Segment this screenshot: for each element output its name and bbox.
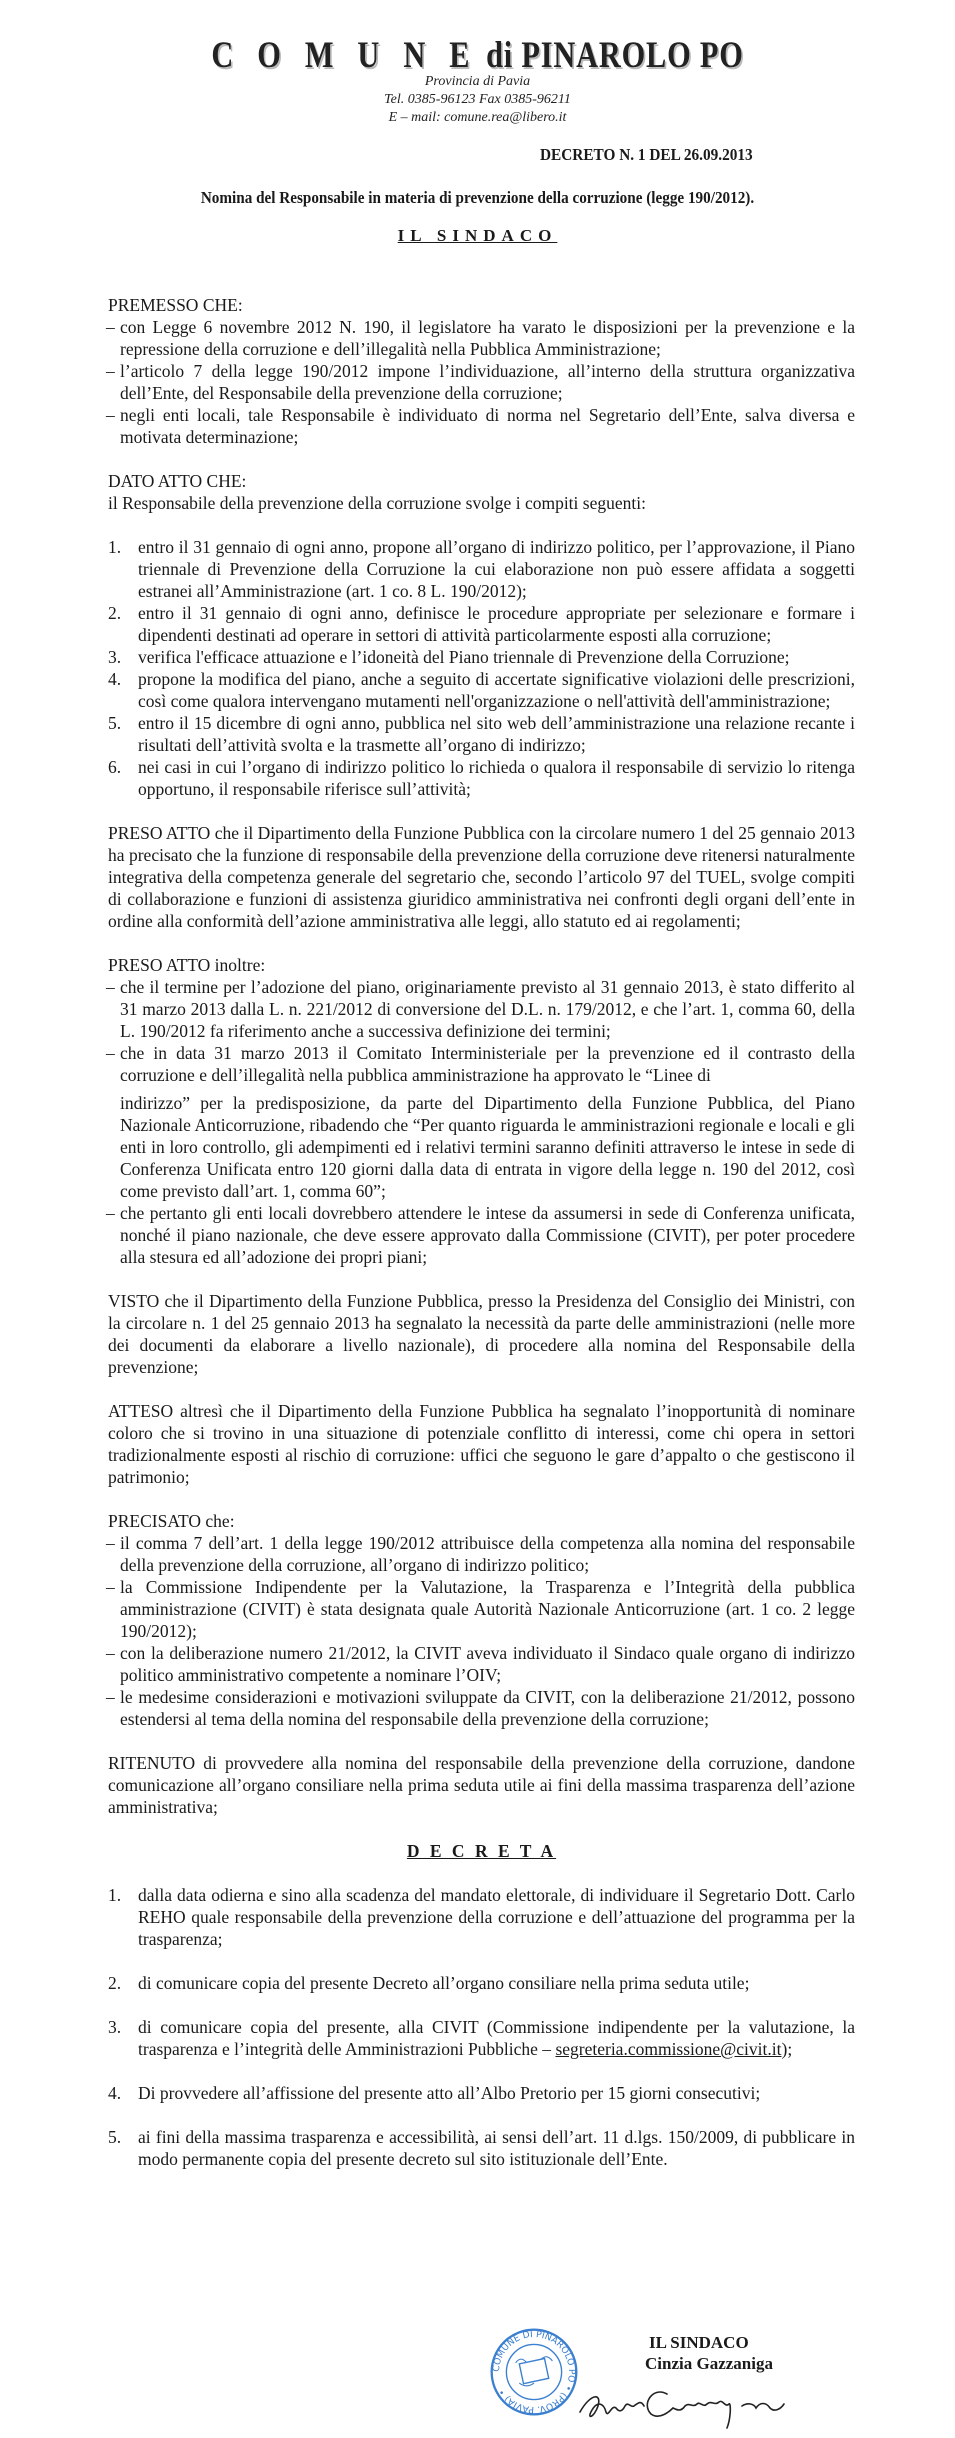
- list-item: [108, 1642, 855, 1686]
- list-item: [108, 1202, 855, 1268]
- decree-subject: Nomina del Responsabile in materia di prevenzione della corruzione (legge 190/2012).: [200, 188, 755, 207]
- list-item: [108, 756, 855, 800]
- list-item: [108, 1532, 855, 1576]
- item-text: che pertanto gli enti locali dovrebbero attendere le intese da assumersi in sede di Conferenza unificata, nonché il piano nazionale, che deve essere approvato dalla Commissione (CIVIT), per poter procedere alla stesura ed all’adozione dei propri piani;: [120, 1203, 855, 1267]
- ritenuto-paragraph: RITENUTO di provvedere alla nomina del responsabile della prevenzione della corruzione, dandone comunicazione all’organo consiliare nella prima seduta utile ai fini della massima trasparenza dell’azione amministrativa;: [108, 1753, 855, 1817]
- item-text: indirizzo” per la predisposizione, da parte del Dipartimento della Funzione Pubblica, del Piano Nazionale Anticorruzione, ribadendo che “Per quanto riguarda le amministrazioni regionale e locali e gli enti in loro controllo, gli adempimenti ed i relativi termini saranno definiti attraverso le intese in sede di Conferenza Unificata entro 120 giorni dalla data di entrata in vigore della legge n. 190 del 2012, così come previsto dall’art. 1, comma 60”;: [120, 1093, 855, 1201]
- dash-marker: –: [106, 317, 115, 337]
- stamp-text: COMUNE DI PINAROLO PO • (PROV. PAVIA) •: [490, 2329, 577, 2416]
- issuer-heading: [0, 226, 955, 246]
- item-text: negli enti locali, tale Responsabile è individuato di norma nel Segretario dell’Ente, salva diversa e motivata determinazione;: [120, 405, 855, 447]
- item-text: che in data 31 marzo 2013 il Comitato Interministeriale per la prevenzione ed il contrasto della corruzione e dell’illegalità nella pubblica amministrazione ha approvato le “Linee di: [120, 1043, 855, 1085]
- signatory-title: IL SINDACO: [649, 2333, 749, 2352]
- list-item: [108, 2082, 855, 2104]
- decreta-heading: [108, 1840, 855, 1862]
- dash-marker: –: [106, 405, 115, 425]
- item-text: con Legge 6 novembre 2012 N. 190, il legislatore ha varato le disposizioni per la prevenzione e la repressione della corruzione e dell’illegalità nella Pubblica Amministrazione;: [120, 317, 855, 359]
- number-marker: 2.: [108, 603, 122, 623]
- title-name: di PINAROLO PO: [486, 35, 744, 76]
- item-text: di comunicare copia del presente, alla CIVIT (Commissione indipendente per la valutazione, la trasparenza e l’integrità delle Amministrazioni Pubbliche –: [138, 2017, 855, 2059]
- number-marker: 3.: [108, 2017, 122, 2037]
- list-item: [108, 1042, 855, 1086]
- item-text: propone la modifica del piano, anche a seguito di accertate significative violazioni delle prescrizioni, così come qualora intervengano mutamenti nell'organizzazione o nell'attività dell'amministrazione;: [138, 669, 855, 711]
- civit-email-link[interactable]: segreteria.commissione@civit.it: [555, 2039, 782, 2059]
- list-item-continuation: [108, 1092, 855, 1202]
- dato-atto-intro: il Responsabile della prevenzione della corruzione svolge i compiti seguenti:: [108, 493, 646, 513]
- body-text: [108, 294, 855, 2170]
- list-item: [108, 1884, 855, 1950]
- signatory-name: Cinzia Gazzaniga: [645, 2354, 773, 2373]
- municipal-stamp-icon: [488, 2326, 580, 2418]
- list-item: [108, 646, 855, 668]
- number-marker: 4.: [108, 2083, 122, 2103]
- decree-number: DECRETO N. 1 DEL 26.09.2013: [540, 145, 753, 164]
- premesso-section: [108, 294, 855, 448]
- preso-atto-paragraph: PRESO ATTO che il Dipartimento della Funzione Pubblica con la circolare numero 1 del 25 gennaio 2013 ha precisato che la funzione di responsabile della prevenzione della corruzione deve ritenersi naturalmente integrativa della competenza generale del segretario che, secondo l’articolo 97 del TUEL, svolge compiti di collaborazione e funzioni di assistenza giuridico amministrativa nei confronti degli organi dell’ente in ordine alla conformità dell’azione amministrativa alle leggi, allo statuto ed ai regolamenti;: [108, 823, 855, 931]
- list-item: [108, 360, 855, 404]
- handwritten-signature-icon: [572, 2372, 872, 2432]
- item-text: Di provvedere all’affissione del presente atto all’Albo Pretorio per 15 giorni consecutivi;: [138, 2083, 761, 2103]
- number-marker: 3.: [108, 647, 122, 667]
- dash-marker: –: [106, 1203, 115, 1223]
- precisato-lead: PRECISATO che:: [108, 1511, 235, 1531]
- number-marker: 5.: [108, 2127, 122, 2147]
- list-item: [108, 2126, 855, 2170]
- item-text: entro il 31 gennaio di ogni anno, definisce le procedure appropriate per selezionare e formare i dipendenti destinati ad operare in settori di attività particolarmente esposti alla corruzione;: [138, 603, 855, 645]
- number-marker: 2.: [108, 1973, 122, 1993]
- signature-block: [645, 2332, 773, 2374]
- dato-atto-section: [108, 470, 855, 800]
- premesso-lead: PREMESSO CHE:: [108, 295, 243, 315]
- item-text: verifica l'efficace attuazione e l’idoneità del Piano triennale di Prevenzione della Corruzione;: [138, 647, 790, 667]
- email: E – mail: comune.rea@libero.it: [388, 110, 567, 125]
- item-text: entro il 31 gennaio di ogni anno, propone all’organo di indirizzo politico, per l’approvazione, il Piano triennale di Prevenzione della Corruzione la cui elaborazione non può essere affidata a soggetti estranei all’Amministrazione (art. 1 co. 8 L. 190/2012);: [138, 537, 855, 601]
- number-marker: 1.: [108, 537, 122, 557]
- dash-marker: –: [106, 977, 115, 997]
- atteso-paragraph: ATTESO altresì che il Dipartimento della Funzione Pubblica ha segnalato l’inopportunità di nominare coloro che si trovino in una situazione di potenziale conflitto di interessi, come chi opera in settori tradizionalmente esposti al rischio di corruzione: uffici che seguono le gare d’appalto o che gestiscono il patrimonio;: [108, 1401, 855, 1487]
- item-text: dalla data odierna e sino alla scadenza del mandato elettorale, di individuare il Segretario Dott. Carlo REHO quale responsabile della prevenzione della corruzione e dell’attuazione del programma per la trasparenza;: [138, 1885, 855, 1949]
- number-marker: 6.: [108, 757, 122, 777]
- item-text: la Commissione Indipendente per la Valutazione, la Trasparenza e l’Integrità della pubblica amministrazione (CIVIT) è stata designata quale Autorità Nazionale Anticorruzione (art. 1 co. 2 legge 190/2012);: [120, 1577, 855, 1641]
- dash-marker: –: [106, 1533, 115, 1553]
- list-item: [108, 536, 855, 602]
- dash-marker: –: [106, 361, 115, 381]
- item-tail: );: [781, 2039, 793, 2059]
- list-item: [108, 1972, 855, 1994]
- list-item: [108, 2016, 855, 2060]
- number-marker: 5.: [108, 713, 122, 733]
- dato-atto-lead: DATO ATTO CHE:: [108, 471, 247, 491]
- number-marker: 1.: [108, 1885, 122, 1905]
- preso-atto-inoltre-section: [108, 954, 855, 1268]
- number-marker: 4.: [108, 669, 122, 689]
- visto-paragraph: VISTO che il Dipartimento della Funzione Pubblica, presso la Presidenza del Consiglio dei Ministri, con la circolare n. 1 del 25 gennaio 2013 ha segnalato la necessità da parte delle amministrazioni (nelle more dei documenti da elaborare a livello nazionale), di procedere alla nomina del Responsabile della prevenzione;: [108, 1291, 855, 1377]
- dash-marker: –: [106, 1577, 115, 1597]
- decreta-heading-text: D E C R E T A: [406, 1841, 557, 1861]
- preso-atto-inoltre-lead: PRESO ATTO inoltre:: [108, 955, 266, 975]
- item-text: con la deliberazione numero 21/2012, la CIVIT aveva individuato il Sindaco quale organo di indirizzo politico amministrativo competente a nominare l’OIV;: [120, 1643, 855, 1685]
- list-item: [108, 668, 855, 712]
- decreta-section: [108, 1884, 855, 2170]
- list-item: [108, 976, 855, 1042]
- item-text: le medesime considerazioni e motivazioni sviluppate da CIVIT, con la deliberazione 21/2012, possono estendersi al tema della nomina del responsabile della prevenzione della corruzione;: [120, 1687, 855, 1729]
- municipality-title: [86, 34, 869, 77]
- item-text: l’articolo 7 della legge 190/2012 impone l’individuazione, all’interno della struttura organizzativa dell’Ente, del Responsabile della prevenzione della corruzione;: [120, 361, 855, 403]
- svg-text:COMUNE DI PINAROLO PO • (PROV.: [491, 2329, 577, 2415]
- contacts: Tel. 0385-96123 Fax 0385-96211: [384, 92, 571, 107]
- title-comune: C O M U N E: [211, 35, 478, 76]
- precisato-section: [108, 1510, 855, 1730]
- item-text: entro il 15 dicembre di ogni anno, pubblica nel sito web dell’amministrazione una relazione recante i risultati dell’attività svolta e la trasmette all’organo di indirizzo;: [138, 713, 855, 755]
- dash-marker: –: [106, 1687, 115, 1707]
- issuer-heading-text: IL SINDACO: [397, 226, 558, 245]
- item-text: di comunicare copia del presente Decreto all’organo consiliare nella prima seduta utile;: [138, 1973, 750, 1993]
- dash-marker: –: [106, 1643, 115, 1663]
- list-item: [108, 316, 855, 360]
- item-text: nei casi in cui l’organo di indirizzo politico lo richieda o qualora il responsabile di servizio lo ritenga opportuno, il responsabile riferisce sull’attività;: [138, 757, 855, 799]
- item-text: il comma 7 dell’art. 1 della legge 190/2012 attribuisce della competenza alla nomina del responsabile della prevenzione della corruzione, all’organo di indirizzo politico;: [120, 1533, 855, 1575]
- item-text: che il termine per l’adozione del piano, originariamente previsto al 31 gennaio 2013, è stato differito al 31 marzo 2013 dalla L. n. 221/2012 di conversione del D.L. n. 179/2012, e che l’art. 1, comma 60, della L. 190/2012 fa riferimento anche a successiva definizione dei termini;: [120, 977, 855, 1041]
- list-item: [108, 602, 855, 646]
- list-item: [108, 1686, 855, 1730]
- province: Provincia di Pavia: [424, 74, 531, 89]
- item-text: ai fini della massima trasparenza e accessibilità, ai sensi dell’art. 11 d.lgs. 150/2009, di pubblicare in modo permanente copia del presente decreto sul sito istituzionale dell’Ente.: [138, 2127, 855, 2169]
- list-item: [108, 1576, 855, 1642]
- list-item: [108, 404, 855, 448]
- list-item: [108, 712, 855, 756]
- dash-marker: –: [106, 1043, 115, 1063]
